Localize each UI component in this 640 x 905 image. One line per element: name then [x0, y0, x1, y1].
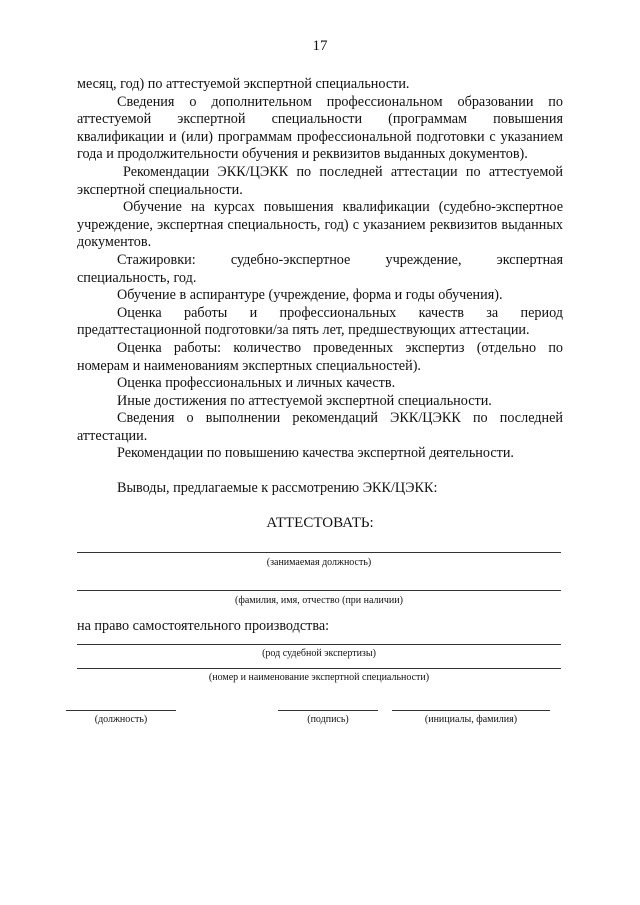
conclusions-intro: Выводы, предлагаемые к рассмотрению ЭКК/ЦЭКК:: [117, 480, 438, 497]
paragraph: Стажировки: судебно-экспертное учреждение, экспертная специальность, год.: [77, 251, 563, 286]
paragraph: Рекомендации ЭКК/ЦЭКК по последней аттестации по аттестуемой экспертной специальности.: [77, 163, 563, 198]
specialty-line: [77, 668, 561, 669]
sig-position-line: [66, 710, 176, 711]
paragraph: Сведения о выполнении рекомендаций ЭКК/ЦЭКК по последней аттестации.: [77, 410, 563, 444]
position-caption: (занимаемая должность): [266, 557, 372, 568]
position-line: [77, 552, 561, 553]
paragraph: месяц, год) по аттестуемой экспертной специальности.: [77, 76, 410, 92]
paragraph: Оценка работы: количество проведенных экспертиз (отдельно по номерам и наименованиям экспертных специальностей).: [77, 339, 563, 374]
kind-line: [77, 644, 561, 645]
sig-signature-line: [278, 710, 378, 711]
paragraph: Рекомендации по повышению качества экспертной деятельности.: [117, 445, 514, 462]
paragraph: Сведения о дополнительном профессиональном образовании по аттестуемой экспертной специальности (программам повышения квалификации и (или) программам профессиональной подготовки с указанием года и продолжительности обучения и реквизитов выданных документов).: [77, 93, 563, 163]
page-number: 17: [312, 38, 328, 54]
document-body: [77, 76, 563, 498]
right-label: на право самостоятельного производства:: [77, 618, 330, 634]
sig-signature-caption: (подпись): [307, 714, 349, 725]
attest-heading: АТТЕСТОВАТЬ:: [266, 515, 374, 531]
sig-name-line: [392, 710, 550, 711]
paragraph: Оценка работы и профессиональных качеств за период предаттестационной подготовки/за пять лет, предшествующих аттестации.: [77, 304, 563, 339]
paragraph: Иные достижения по аттестуемой экспертной специальности.: [117, 392, 492, 409]
sig-position-caption: (должность): [94, 714, 148, 725]
paragraph: Оценка профессиональных и личных качеств.: [117, 375, 396, 392]
sig-name-caption: (инициалы, фамилия): [424, 714, 518, 725]
paragraph: Обучение в аспирантуре (учреждение, форма и годы обучения).: [117, 287, 503, 304]
specialty-caption: (номер и наименование экспертной специальности): [208, 672, 430, 683]
fio-caption: (фамилия, имя, отчество (при наличии): [235, 595, 403, 606]
fio-line: [77, 590, 561, 591]
kind-caption: (род судебной экспертизы): [262, 648, 376, 659]
paragraph: Обучение на курсах повышения квалификации (судебно-экспертное учреждение, экспертная специальность, год) с указанием реквизитов выданных документов.: [77, 199, 563, 251]
